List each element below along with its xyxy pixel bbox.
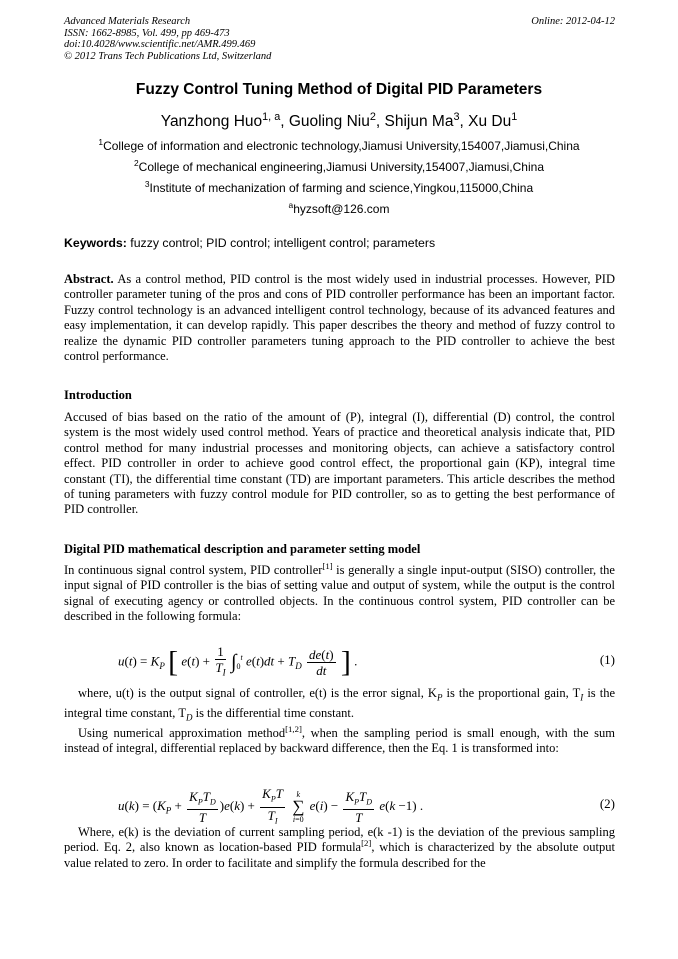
equation-1-body: $u(t) = K_P$ [ e(t) + $\frac{1}{T_I}$ $\int_0^t$ $e(t)dt + T_D$ $\frac{de(t)}{dt}$ ] . [118,644,358,679]
affiliation-2 [0,160,678,174]
copyright: © 2012 Trans Tech Publications Ltd, Switzerland [64,50,272,62]
where-text-2: is the proportional gain, T [442,686,581,700]
p3-text-2: , which is characterized by the absolute output value related to zero. In order to facilitate and simplify the formula described for the [64,840,615,870]
journal-name: Advanced Materials Research [64,16,191,27]
abstract-text: As a control method, PID control is the most widely used in industrial processes. However, PID controller parameter tuning of the pros and cons of PID controller performance has been an important factor. Fuzzy control technology is an advanced intelligent control technology, because of its advanced features and easy implementation, it can develop rapidly. This paper describes the theory and method of fuzzy control to realize the dynamic PID controller parameters tuning approach to the PID controller to achieve the best control performance. [64,272,615,364]
issn: ISSN: 1662-8985, Vol. 499, pp 469-473 [64,27,230,39]
where-text-4: is the differential time constant. [192,705,354,720]
affiliation-3 [0,181,678,195]
p3-text: Where, e(k) is the deviation of current sampling period, e(k -1) is the deviation of the previous sampling period. Eq. 2, also known as location-based PID formula [64,825,615,855]
aff-sup: 3 [144,179,150,189]
author-list: Yanzhong Huo$^{1, a}$, Guoling Niu$^2$, Shijun Ma$^3$, Xu Du$^1$ [160,110,518,130]
author-sup: 1, a [262,110,281,123]
equation-1-number: (1) [599,652,615,667]
intro-heading: Introduction [64,388,132,402]
aff-text: College of mechanical engineering,Jiamusi University,154007,Jiamusi,China [138,160,544,174]
aff-sup: a [288,200,294,210]
journal-header [64,16,615,62]
equation-2-body: $u(k) = (K_P$ + $\frac{K_PT_D}{T}$ )e(k) + $\frac{K_PT}{T_I}$ k ∑ i=0 e(i) − $\frac{K_PT_D}{T}$ e(k −1) . [118,786,424,826]
p2-text-2: , when the sampling period is small enough, with the sum instead of integral, differential replaced by backward difference, then the Eq. 1 is transformed into: [64,725,615,756]
equation-1 [118,640,615,684]
author-name: Yanzhong Huo [160,113,263,130]
p1-text: In continuous signal control system, PID controller [64,563,323,577]
section-paragraph-3 [64,825,615,871]
section-heading: Digital PID mathematical description and parameter setting model [64,542,421,556]
aff-sup: 2 [134,158,139,168]
aff-sup: 1 [98,137,104,147]
where-paragraph: where, u(t) is the output signal of controller, e(t) is the error signal, $K_P$ is the proportional gain, $T_I$ is the integral time constant, $T_D$ is the differential time constant. Using numerical approximation method[1,2], when the sampling period is small enough, with the sum instead of integral, differential replaced by backward difference, then the Eq. 1 is transformed into: [64,686,616,756]
abstract [64,272,615,364]
author-name: Xu Du [468,113,512,130]
citation: [2] [361,838,372,849]
author-sup: 1 [511,110,518,123]
equation-2-number: (2) [599,796,615,811]
keywords-label: Keywords: [64,236,127,250]
author-name: Guoling Niu [288,113,370,130]
doi: doi:10.4028/www.scientific.net/AMR.499.469 [64,39,256,50]
where-text: where, u(t) is the output signal of controller, e(t) is the error signal, K [78,686,437,700]
keywords [64,236,435,250]
intro-paragraph [64,410,615,518]
abstract-label: Abstract. [64,272,114,286]
section-paragraph-1 [64,560,615,625]
author-name: Shijun Ma [384,113,454,130]
email [0,202,678,216]
citation: [1,2] [285,723,302,734]
aff-text: hyzsoft@126.com [293,202,390,216]
author-sup: 3 [453,110,460,123]
p2-text: Using numerical approximation method [78,725,286,740]
aff-text: College of information and electronic technology,Jiamusi University,154007,Jiamusi,China [103,139,580,153]
intro-text: Accused of bias based on the ratio of the amount of (P), integral (I), differential (D) control, the control system is the most widely used control method. Years of practice and theoretical analysis indicate that, PID control method for many industrial processes and monitoring objects, can achieve a satisfactory control effect. PID controller in order to achieve good control effect, the proportional gain (KP), integral time constant (TI), the differential time constant (TD) are important parameters. This article describes the method of tuning parameters with fuzzy control module for PID controller, so as to getting the best performance of PID controller. [64,410,615,517]
keywords-text: fuzzy control; PID control; intelligent control; parameters [130,236,436,250]
citation: [1] [322,560,333,571]
online-date: Online: 2012-04-12 [531,16,615,27]
where-text-3: is the integral time constant, T [64,686,616,720]
p1-text-2: is generally a single input-output (SISO) controller, the input signal of PID controller is the bias of setting value and output of system, while the output is the control signal of executing agency or controlled objects. In the continuous control system, PID controller can be described in the following formula: [64,563,615,624]
paper-title: Fuzzy Control Tuning Method of Digital PID Parameters [135,81,543,98]
author-sup: 2 [369,110,376,123]
aff-text: Institute of mechanization of farming and science,Yingkou,115000,China [149,181,534,195]
equation-2 [118,784,615,824]
affiliation-1 [0,139,678,153]
